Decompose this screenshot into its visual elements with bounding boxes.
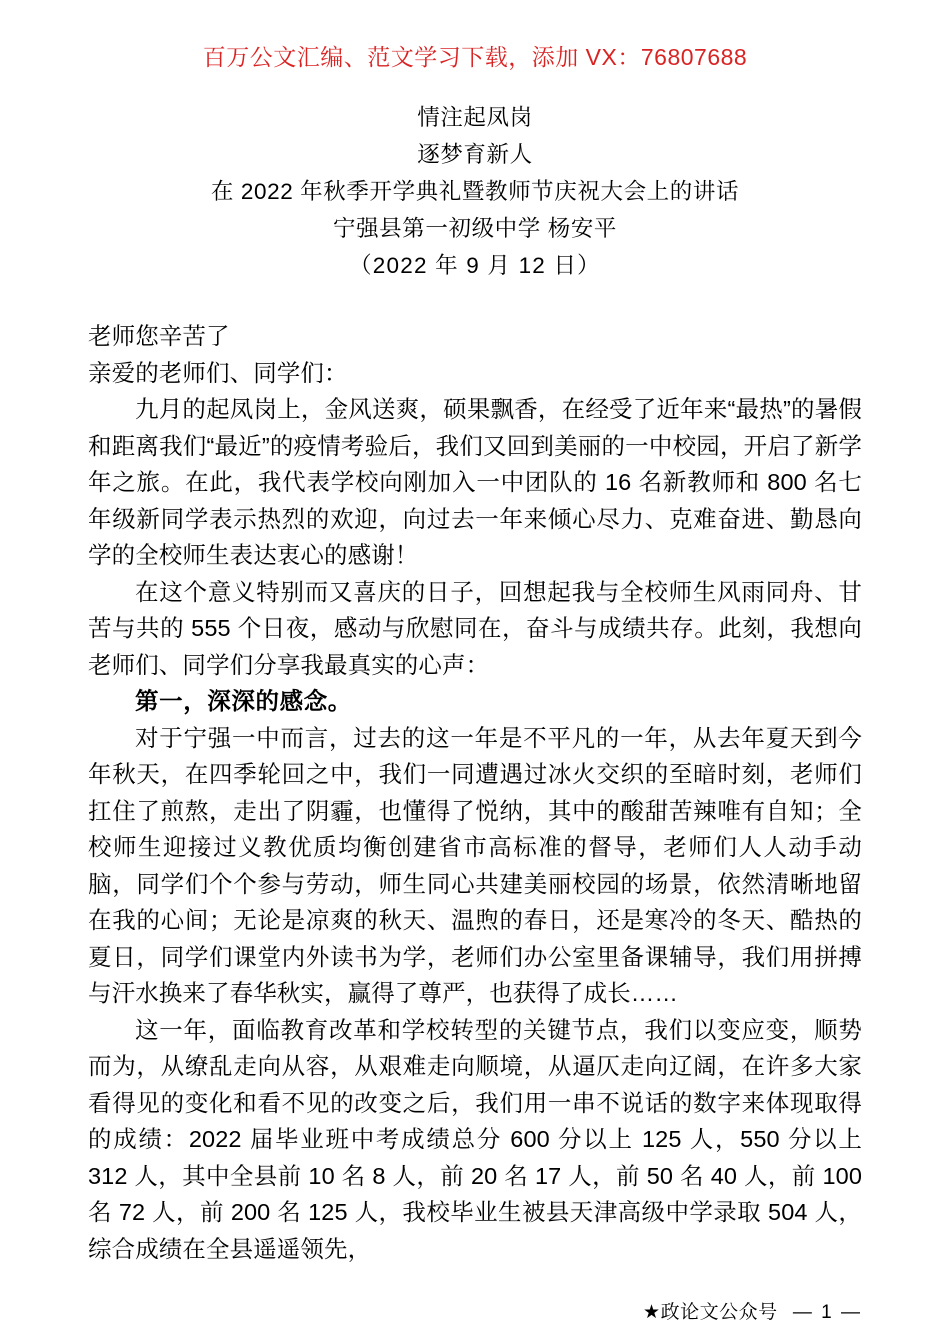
- promo-header-text: 百万公文汇编、范文学习下载，添加 VX：76807688: [202, 44, 748, 70]
- salutation-line-1: 老师您辛苦了: [88, 323, 230, 349]
- body-paragraph-3: 对于宁强一中而言，过去的这一年是不平凡的一年，从去年夏天到今年秋天，在四季轮回之中，我们一同遭遇过冰火交织的至暗时刻，老师们扛住了煎熬，走出了阴霾，也懂得了悦纳，其中的酸甜苦辣唯有自知；全校师生迎接过义教优质均衡创建省市高标准的督导，老师们人人动手动脑，同学们个个参与劳动，师生同心共建美丽校园的场景，依然清晰地留在我的心间；无论是凉爽的秋天、温煦的春日，还是寒冷的冬天、酷热的夏日，同学们课堂内外读书为学，老师们办公室里备课辅导，我们用拼搏与汗水换来了春华秋实，赢得了尊严，也获得了成长……: [88, 724, 862, 1006]
- body-paragraph-2: 在这个意义特别而又喜庆的日子，回想起我与全校师生风雨同舟、甘苦与共的 555 个日夜，感动与欣慰同在，奋斗与成绩共存。此刻，我想向老师们、同学们分享我最真实的心声：: [88, 578, 862, 678]
- title-date-line: （2022 年 9 月 12 日）: [349, 253, 601, 278]
- title-line-2: 逐梦育新人: [417, 142, 533, 167]
- section-heading-1: 第一，深深的感念。: [135, 688, 352, 714]
- title-line-1: 情注起凤岗: [417, 105, 533, 130]
- body-paragraph-4: 这一年，面临教育改革和学校转型的关键节点，我们以变应变，顺势而为，从缭乱走向从容，从艰难走向顺境，从逼仄走向辽阔，在许多大家看得见的变化和看不见的改变之后，我们用一串不说话的数字来体现取得的成绩：2022 届毕业班中考成绩总分 600 分以上 125 人，550 分以上 312 人，其中全县前 10 名 8 人，前 20 名 17 人，前 50 名 40 人，前 100 名 72 人，前 200 名 125 人，我校毕业生被县天津高级中学录取 504 人，综合成绩在全县遥遥领先，: [88, 1016, 862, 1262]
- footer-page-number: — 1 —: [792, 1302, 862, 1323]
- title-line-3: 在 2022 年秋季开学典礼暨教师节庆祝大会上的讲话: [210, 179, 740, 204]
- page-footer: [0, 1303, 950, 1322]
- title-author-line: 宁强县第一初级中学 杨安平: [332, 216, 618, 241]
- body-paragraph-1: 九月的起凤岗上，金风送爽，硕果飘香，在经受了近年来“最热”的暑假和距离我们“最近”的疫情考验后，我们又回到美丽的一中校园，开启了新学年之旅。在此，我代表学校向刚加入一中团队的 16 名新教师和 800 名七年级新同学表示热烈的欢迎，向过去一年来倾心尽力、克难奋进、勤恳向学的全校师生表达衷心的感谢！: [88, 396, 862, 568]
- salutation-line-2: 亲爱的老师们、同学们：: [88, 359, 348, 386]
- footer-channel-mark: ★政论文公众号: [643, 1302, 778, 1323]
- document-body: [88, 318, 862, 1267]
- document-title-block: [88, 99, 862, 284]
